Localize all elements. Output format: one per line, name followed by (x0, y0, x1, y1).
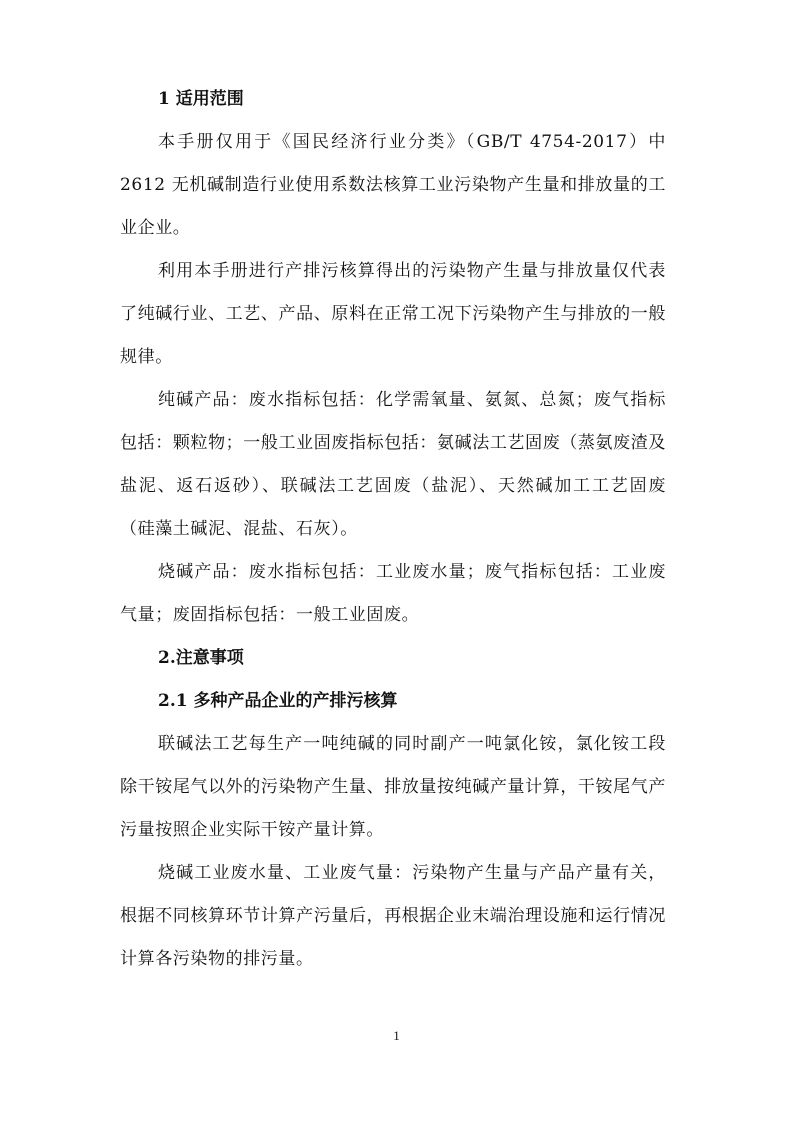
page-number: 1 (393, 1028, 400, 1043)
paragraph: 本手册仅用于《国民经济行业分类》（GB/T 4754-2017）中 2612 无机碱制造行业使用系数法核算工业污染物产生量和排放量的工业企业。 (120, 132, 666, 238)
paragraph: 利用本手册进行产排污核算得出的污染物产生量与排放量仅代表了纯碱行业、工艺、产品、原料在正常工况下污染物产生与排放的一般规律。 (120, 261, 666, 367)
subsection-heading-multi-product: 2.1 多种产品企业的产排污核算 (158, 691, 398, 711)
section-heading-notes: 2.注意事项 (158, 648, 244, 668)
section-heading-scope: 1 适用范围 (158, 89, 244, 109)
paragraph: 烧碱工业废水量、工业废气量：污染物产生量与产品产量有关，根据不同核算环节计算产污量后，再根据企业末端治理设施和运行情况计算各污染物的排污量。 (120, 863, 666, 969)
page-content (120, 78, 666, 981)
paragraph: 烧碱产品：废水指标包括：工业废水量；废气指标包括：工业废气量；废固指标包括：一般工业固废。 (120, 562, 666, 625)
paragraph: 联碱法工艺每生产一吨纯碱的同时副产一吨氯化铵，氯化铵工段除干铵尾气以外的污染物产生量、排放量按纯碱产量计算，干铵尾气产污量按照企业实际干铵产量计算。 (120, 734, 666, 840)
paragraph: 纯碱产品：废水指标包括：化学需氧量、氨氮、总氮；废气指标包括：颗粒物；一般工业固废指标包括：氨碱法工艺固废（蒸氨废渣及盐泥、返石返砂）、联碱法工艺固废（盐泥）、天然碱加工工艺固废（硅藻土碱泥、混盐、石灰）。 (120, 390, 666, 539)
